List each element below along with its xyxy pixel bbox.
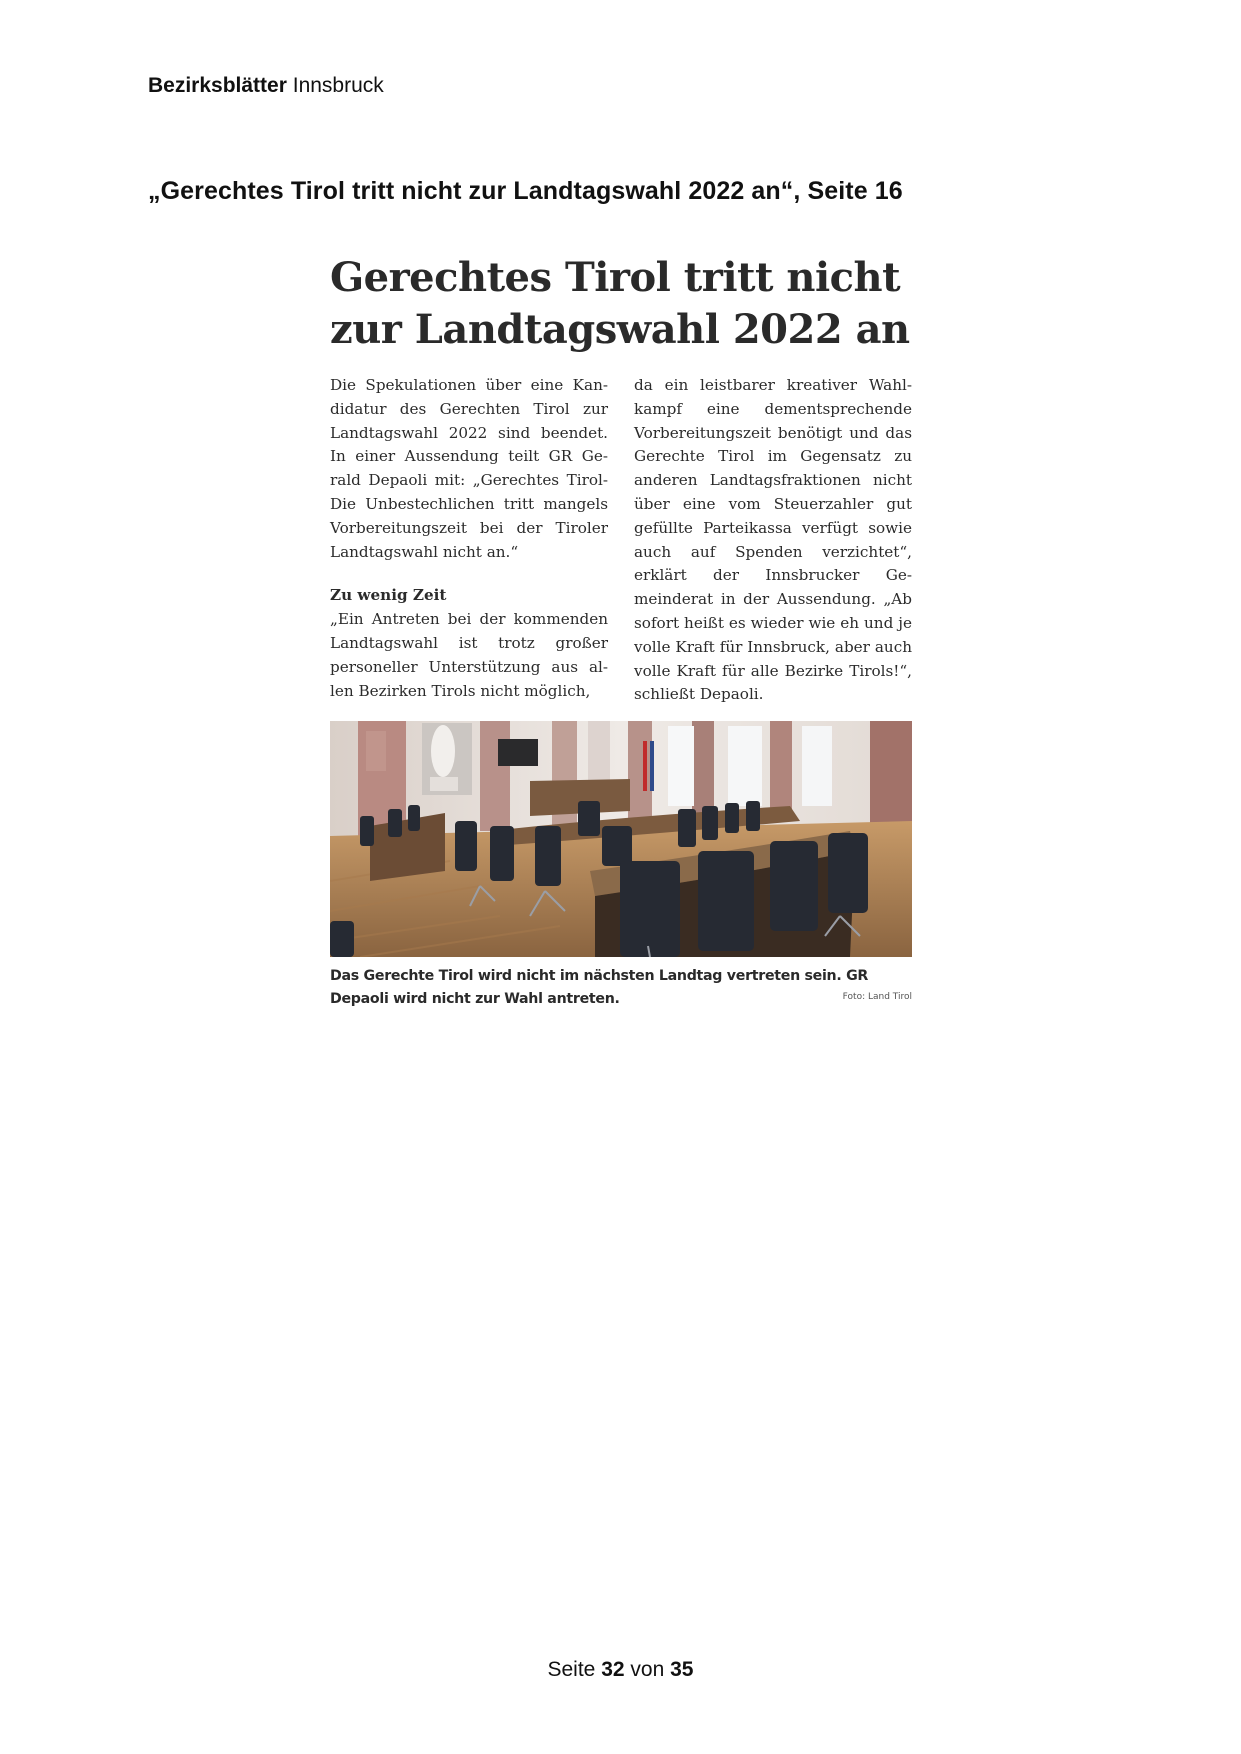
article-column-1 [330, 374, 608, 707]
photo-credit: Foto: Land Tirol [842, 992, 912, 1003]
brand-regular: Innsbruck [292, 74, 384, 97]
headline-line-1: Gerechtes Tirol tritt nicht [330, 254, 901, 301]
document-title: „Gerechtes Tirol tritt nicht zur Landtagswahl 2022 an“, Seite 16 [148, 177, 903, 205]
brand-bold: Bezirksblätter [148, 74, 287, 97]
article-columns [330, 374, 912, 707]
headline-line-2: zur Landtagswahl 2022 an [330, 306, 910, 353]
article-column-2 [634, 374, 912, 707]
article-paragraph: da ein leistbarer kreativer Wahlkampf eine dementsprechende Vorbereitungszeit benötigt und das Gerechte Tirol im Gegensatz zu anderen Landtagsfraktionen nicht über eine vom Steuerzahler gut gefüllte Parteikassa verfügt sowie auch auf Spenden verzichtet“, erklärt der Innsbrucker Gemeinderat in der Aussendung. „Ab sofort heißt es wieder wie eh und je volle Kraft für Innsbruck, aber auch volle Kraft für alle Bezirke Tirols!“, schließt Depaoli. [634, 376, 912, 704]
footer-prefix: Seite [547, 1658, 596, 1681]
caption-text: Das Gerechte Tirol wird nicht im nächsten Landtag vertreten sein. GR Depaoli wird nicht zur Wahl antreten. [330, 968, 869, 1008]
footer-middle: von [630, 1658, 665, 1681]
page-footer [0, 1658, 1241, 1682]
photo-illustration [330, 721, 912, 957]
article-photo-parliament-hall [330, 721, 912, 957]
total-page-count: 35 [670, 1658, 694, 1681]
current-page-number: 32 [601, 1658, 625, 1681]
article-subheading: Zu wenig Zeit [330, 586, 447, 605]
newspaper-clipping [330, 252, 912, 1011]
article-headline [330, 252, 912, 356]
article-paragraph: Die Spekulationen über eine Kandidatur des Gerechten Tirol zur Landtagswahl 2022 sind beendet. In einer Aussendung teilt GR Gerald Depaoli mit: „Gerechtes Tirol-Die Unbestechlichen tritt mangels Vorbereitungszeit bei der Tiroler Landtagswahl nicht an.“ [330, 376, 608, 561]
photo-caption [330, 965, 912, 1011]
article-paragraph: „Ein Antreten bei der kommenden Landtagswahl ist trotz großer personeller Unterstützung aus allen Bezirken Tirols nicht möglich, [330, 610, 608, 700]
publication-header [148, 74, 384, 98]
